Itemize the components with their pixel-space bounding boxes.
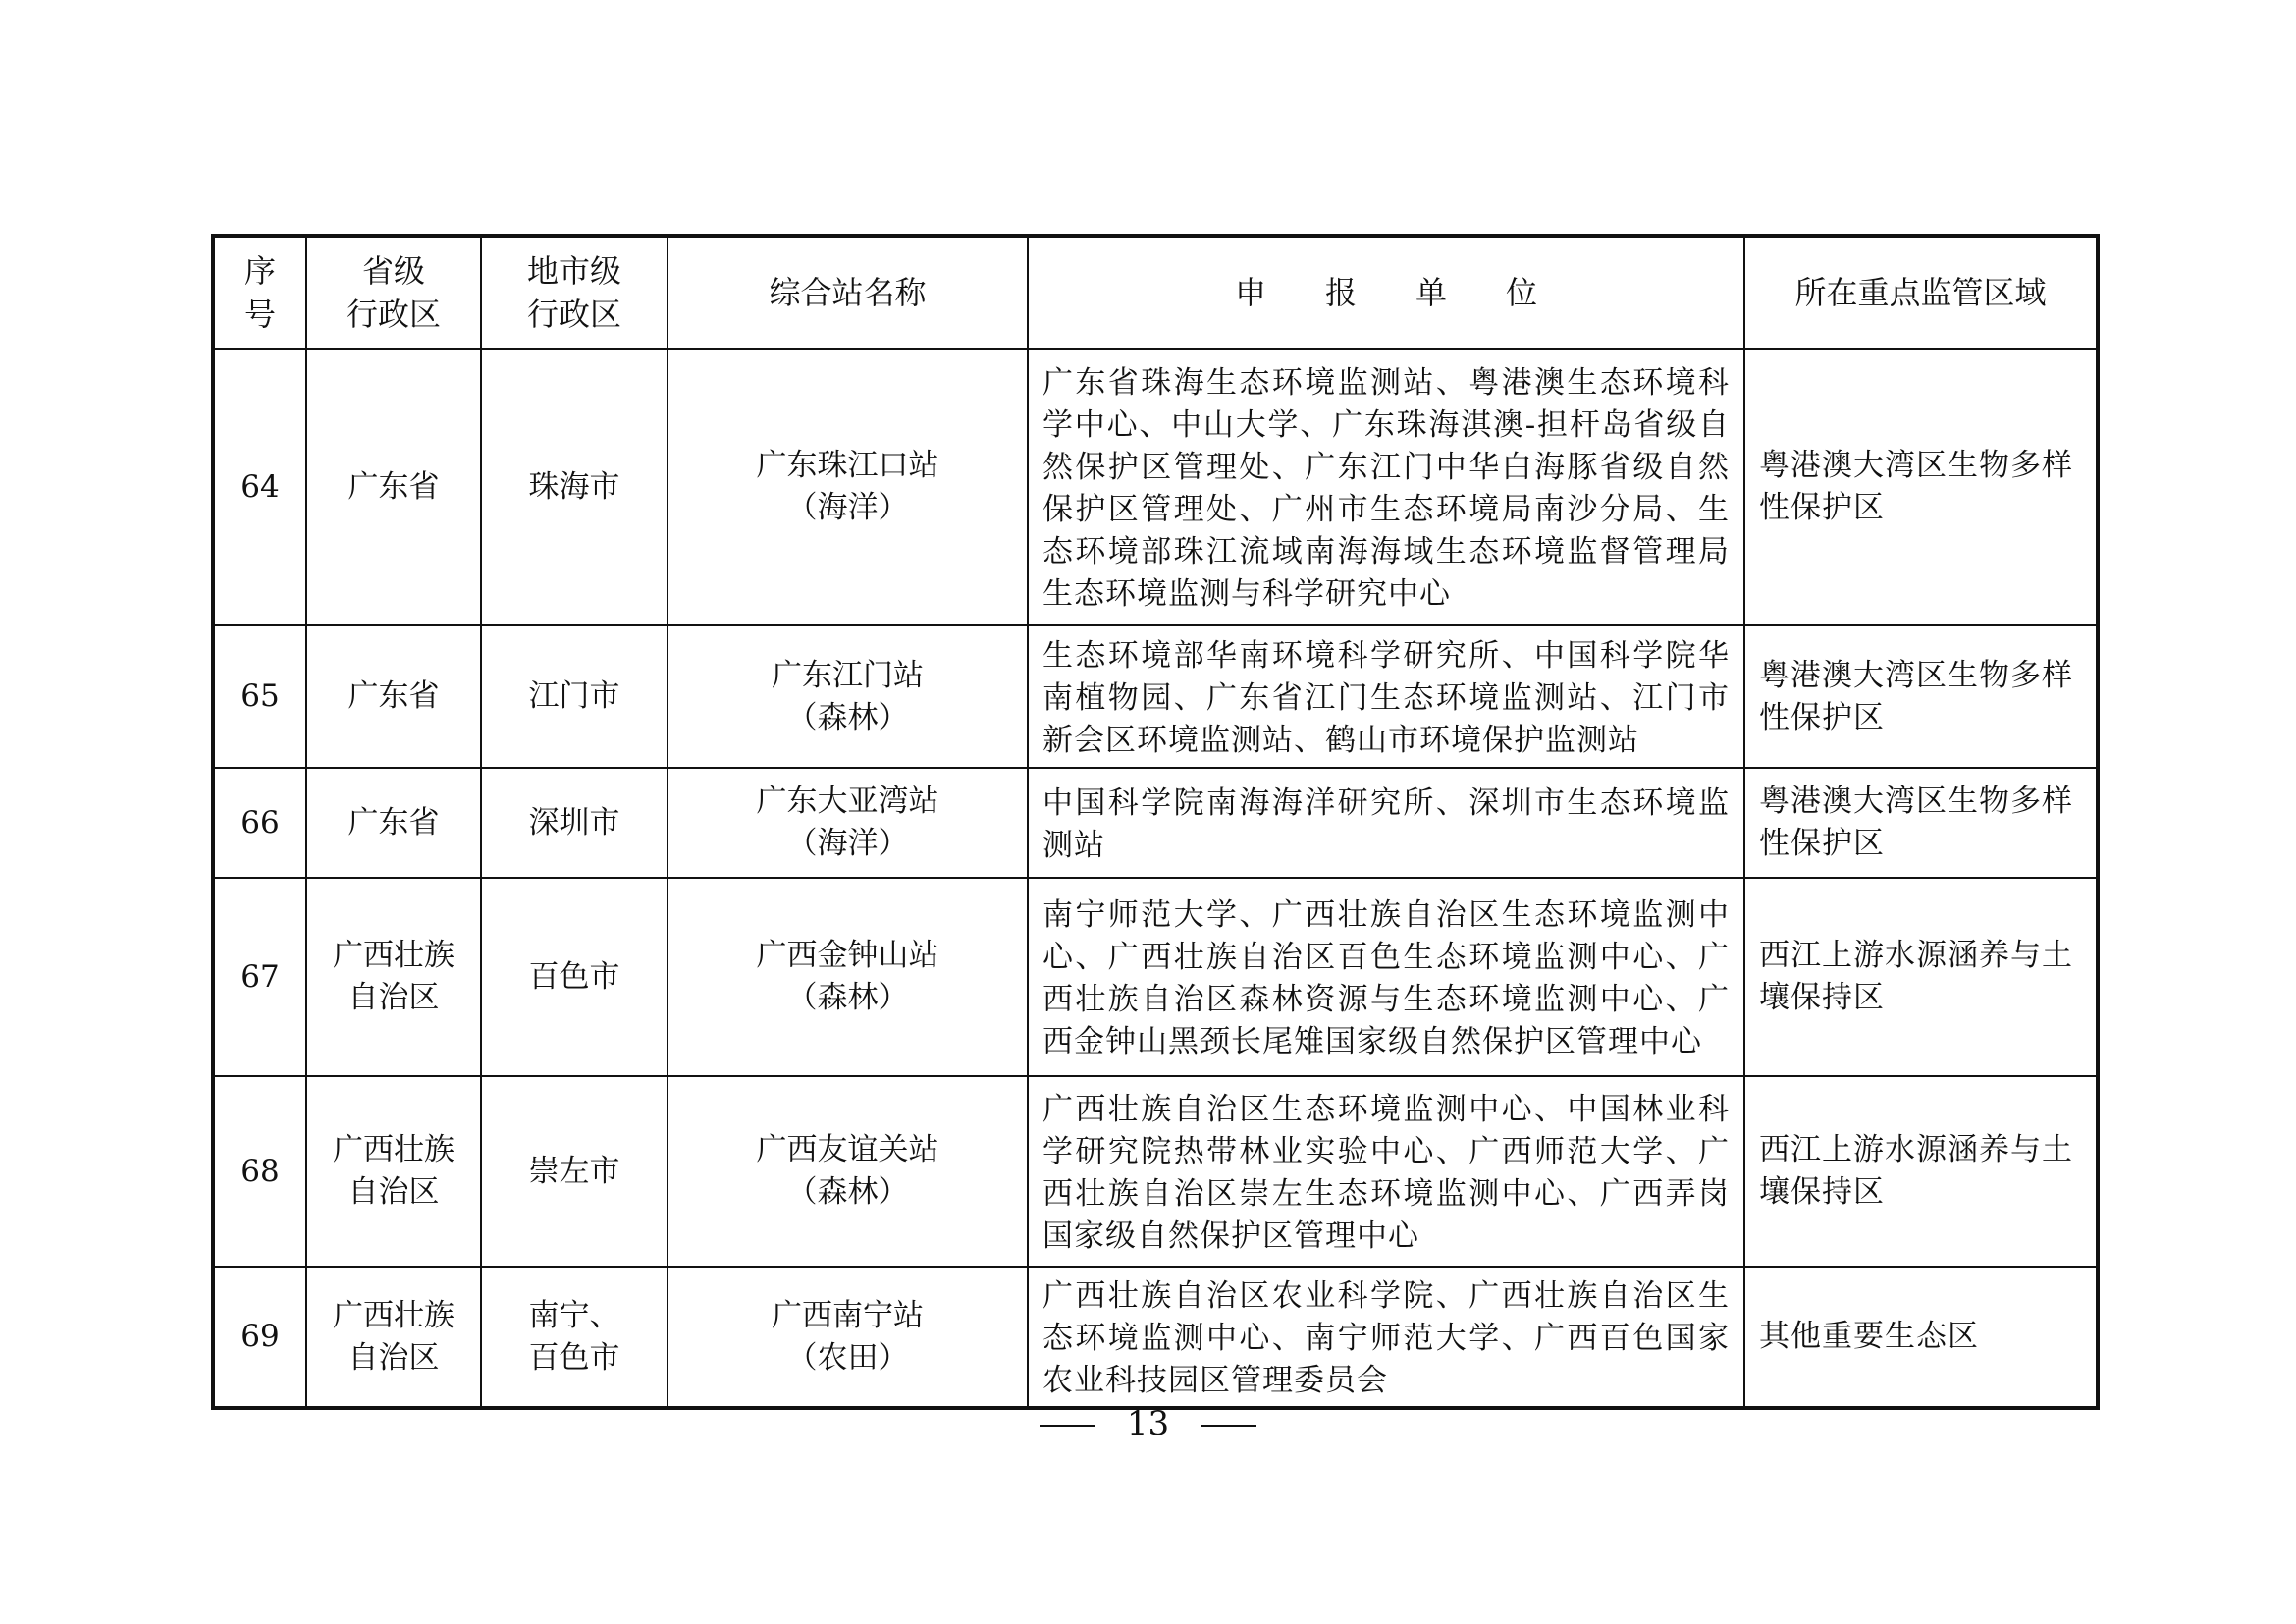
header-station: 综合站名称 bbox=[667, 236, 1028, 349]
header-region: 所在重点监管区域 bbox=[1744, 236, 2098, 349]
cell-station bbox=[667, 878, 1028, 1076]
station-type: （海洋） bbox=[786, 490, 909, 525]
header-applicant-text: 申报单位 bbox=[1234, 274, 1596, 311]
cell-station bbox=[667, 625, 1028, 768]
station-name: 广西友谊关站 bbox=[756, 1132, 939, 1167]
table-row bbox=[213, 1076, 2098, 1267]
cell-region: 西江上游水源涵养与土壤保持区 bbox=[1744, 878, 2098, 1076]
header-province-line2: 行政区 bbox=[346, 296, 441, 333]
footer-dash-right bbox=[1201, 1425, 1256, 1427]
cell-applicant: 广东省珠海生态环境监测站、粤港澳生态环境科学中心、中山大学、广东珠海淇澳-担杆岛省级自然保护区管理处、广东江门中华白海豚省级自然保护区管理处、广州市生态环境局南沙分局、生态环境部珠江流域南海海域生态环境监督管理局生态环境监测与科学研究中心 bbox=[1028, 349, 1744, 625]
cell-station bbox=[667, 768, 1028, 878]
cell-applicant: 生态环境部华南环境科学研究所、中国科学院华南植物园、广东省江门生态环境监测站、江门市新会区环境监测站、鹤山市环境保护监测站 bbox=[1028, 625, 1744, 768]
cell-province: 广西壮族自治区 bbox=[306, 1267, 481, 1408]
station-name: 广东大亚湾站 bbox=[756, 784, 939, 819]
cell-province: 广西壮族自治区 bbox=[306, 1076, 481, 1267]
footer-dash-left bbox=[1040, 1425, 1095, 1427]
cell-city: 百色市 bbox=[481, 878, 667, 1076]
cell-seq: 69 bbox=[213, 1267, 306, 1408]
cell-seq: 66 bbox=[213, 768, 306, 878]
cell-applicant: 南宁师范大学、广西壮族自治区生态环境监测中心、广西壮族自治区百色生态环境监测中心、广西壮族自治区森林资源与生态环境监测中心、广西金钟山黑颈长尾雉国家级自然保护区管理中心 bbox=[1028, 878, 1744, 1076]
table-row bbox=[213, 878, 2098, 1076]
header-seq bbox=[213, 236, 306, 349]
cell-region: 西江上游水源涵养与土壤保持区 bbox=[1744, 1076, 2098, 1267]
station-type: （农田） bbox=[786, 1339, 909, 1376]
cell-city: 江门市 bbox=[481, 625, 667, 768]
cell-city: 南宁、百色市 bbox=[481, 1267, 667, 1408]
cell-region: 其他重要生态区 bbox=[1744, 1267, 2098, 1408]
cell-station bbox=[667, 1267, 1028, 1408]
page-number: 13 bbox=[1126, 1404, 1170, 1443]
station-name: 广东珠江口站 bbox=[756, 448, 939, 483]
cell-city: 崇左市 bbox=[481, 1076, 667, 1267]
cell-seq: 64 bbox=[213, 349, 306, 625]
station-type: （森林） bbox=[786, 1174, 909, 1210]
header-applicant bbox=[1028, 236, 1744, 349]
cell-region: 粤港澳大湾区生物多样性保护区 bbox=[1744, 625, 2098, 768]
cell-city: 深圳市 bbox=[481, 768, 667, 878]
station-type: （森林） bbox=[786, 980, 909, 1015]
page-footer bbox=[0, 1404, 2296, 1443]
cell-station bbox=[667, 1076, 1028, 1267]
station-name: 广西金钟山站 bbox=[756, 938, 939, 973]
cell-province: 广东省 bbox=[306, 768, 481, 878]
header-seq-line1: 序 bbox=[243, 252, 276, 290]
table-row bbox=[213, 625, 2098, 768]
cell-applicant: 中国科学院南海海洋研究所、深圳市生态环境监测站 bbox=[1028, 768, 1744, 878]
cell-station bbox=[667, 349, 1028, 625]
station-name: 广西南宁站 bbox=[772, 1297, 924, 1333]
cell-region: 粤港澳大湾区生物多样性保护区 bbox=[1744, 768, 2098, 878]
table-header-row bbox=[213, 236, 2098, 349]
header-seq-line2: 号 bbox=[243, 296, 276, 333]
station-table bbox=[211, 234, 2100, 1410]
cell-applicant: 广西壮族自治区生态环境监测中心、中国林业科学研究院热带林业实验中心、广西师范大学、广西壮族自治区崇左生态环境监测中心、广西弄岗国家级自然保护区管理中心 bbox=[1028, 1076, 1744, 1267]
document-page bbox=[211, 234, 2096, 1410]
station-type: （森林） bbox=[786, 699, 909, 735]
cell-applicant: 广西壮族自治区农业科学院、广西壮族自治区生态环境监测中心、南宁师范大学、广西百色国家农业科技园区管理委员会 bbox=[1028, 1267, 1744, 1408]
station-name: 广东江门站 bbox=[772, 657, 924, 693]
cell-seq: 65 bbox=[213, 625, 306, 768]
header-city-line1: 地市级 bbox=[526, 252, 621, 290]
table-row bbox=[213, 768, 2098, 878]
cell-region: 粤港澳大湾区生物多样性保护区 bbox=[1744, 349, 2098, 625]
station-type: （海洋） bbox=[786, 826, 909, 861]
header-city-line2: 行政区 bbox=[526, 296, 621, 333]
cell-seq: 68 bbox=[213, 1076, 306, 1267]
cell-city: 珠海市 bbox=[481, 349, 667, 625]
cell-province: 广东省 bbox=[306, 349, 481, 625]
cell-province: 广东省 bbox=[306, 625, 481, 768]
table-row bbox=[213, 349, 2098, 625]
table-row bbox=[213, 1267, 2098, 1408]
header-province bbox=[306, 236, 481, 349]
cell-province: 广西壮族自治区 bbox=[306, 878, 481, 1076]
header-province-line1: 省级 bbox=[361, 252, 425, 290]
header-city bbox=[481, 236, 667, 349]
cell-seq: 67 bbox=[213, 878, 306, 1076]
